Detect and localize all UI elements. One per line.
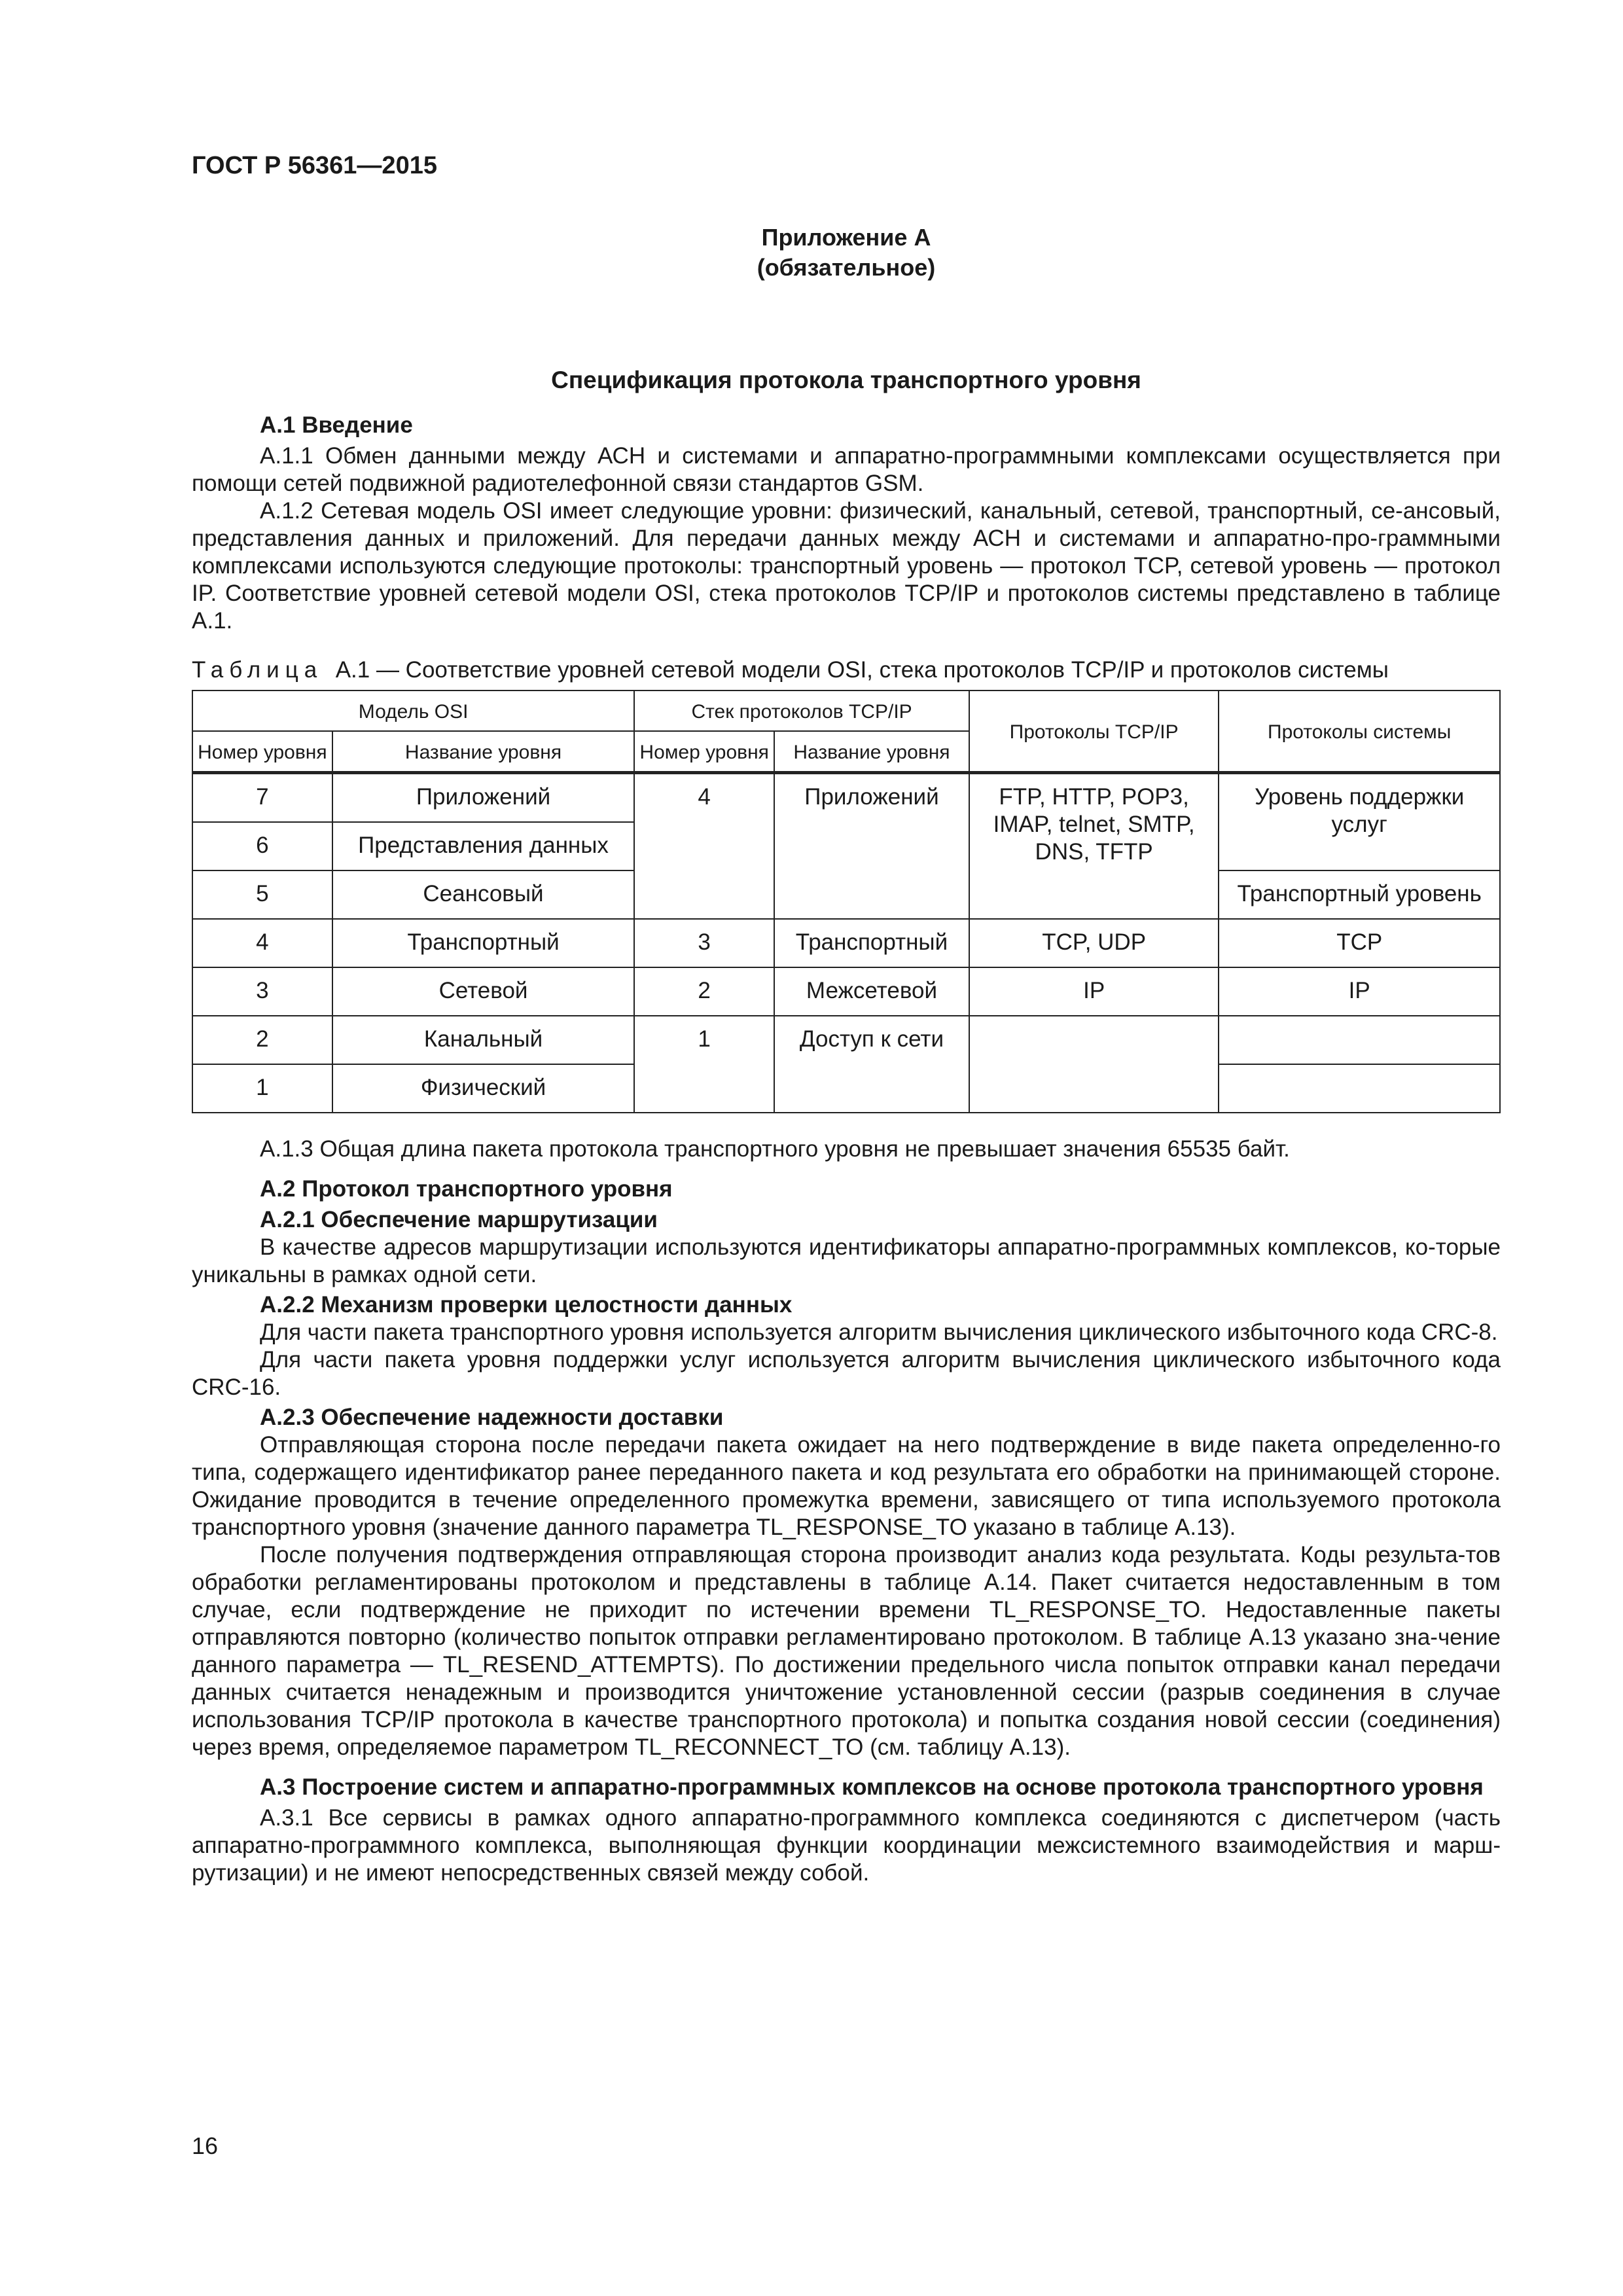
header-osi-model: Модель OSI <box>192 691 634 731</box>
table-row <box>192 967 1500 1016</box>
stack-level-number: 4 <box>634 773 774 920</box>
section-a3-heading: А.3 Построение систем и аппаратно-программных комплексов на основе протокола транспортного уровня <box>260 1774 1484 1800</box>
tcpip-protocols: FTP, HTTP, POP3, IMAP, telnet, SMTP, DNS, TFTP <box>969 773 1219 920</box>
table-caption <box>192 657 1501 683</box>
header-osi-level-number: Номер уровня <box>192 731 332 773</box>
system-protocol <box>1219 1064 1500 1113</box>
annex-heading <box>192 223 1501 283</box>
tcpip-protocols: IP <box>969 967 1219 1016</box>
osi-level-name: Транспортный <box>332 919 635 967</box>
stack-level-number: 2 <box>634 967 774 1016</box>
system-protocol: IP <box>1219 967 1500 1016</box>
osi-level-number: 3 <box>192 967 332 1016</box>
table-caption-label: Таблица <box>192 657 323 683</box>
stack-level-name: Межсетевой <box>774 967 969 1016</box>
section-a2-2-heading: А.2.2 Механизм проверки целостности данных <box>260 1292 793 1318</box>
paragraph-a2-1: В качестве адресов маршрутизации используются идентификаторы аппаратно-программных комплексов, ко-торые уникальны в рамках одной сети. <box>192 1234 1501 1287</box>
osi-level-name: Представления данных <box>332 822 635 870</box>
table-row <box>192 1016 1500 1064</box>
osi-level-name: Приложений <box>332 773 635 823</box>
osi-level-name: Физический <box>332 1064 635 1113</box>
tcpip-protocols: TCP, UDP <box>969 919 1219 967</box>
system-protocol <box>1219 1016 1500 1064</box>
osi-level-name: Канальный <box>332 1016 635 1064</box>
tcpip-protocols <box>969 1016 1219 1113</box>
table-row <box>192 773 1500 823</box>
paragraph-a2-2-a: Для части пакета транспортного уровня используется алгоритм вычисления циклического избыточного кода CRC-8. <box>260 1319 1498 1345</box>
system-protocol: TCP <box>1219 919 1500 967</box>
osi-level-number: 2 <box>192 1016 332 1064</box>
header-tcpip-stack: Стек протоколов TCP/IP <box>634 691 969 731</box>
osi-level-name: Сеансовый <box>332 870 635 919</box>
annex-status: (обязательное) <box>757 254 936 281</box>
document-body <box>192 367 1501 1887</box>
stack-level-name: Транспортный <box>774 919 969 967</box>
section-a2-heading: А.2 Протокол транспортного уровня <box>260 1176 673 1202</box>
osi-level-number: 1 <box>192 1064 332 1113</box>
system-protocol: Уровень поддержки услуг <box>1219 773 1500 871</box>
osi-level-number: 5 <box>192 870 332 919</box>
stack-level-name: Доступ к сети <box>774 1016 969 1113</box>
paragraph-a1-2: А.1.2 Сетевая модель OSI имеет следующие уровни: физический, канальный, сетевой, транспортный, се-ансовый, представления данных и приложений. Для передачи данных между АСН и системами и аппаратно-про-граммными комплексами используются следующие протоколы: транспортный уровень — протокол TCP, сетевой уровень — протокол IP. Соответствие уровней сетевой модели OSI, стека протоколов TCP/IP и протоколов системы представлено в таблице А.1. <box>192 498 1501 634</box>
header-tcpip-protocols: Протоколы TCP/IP <box>969 691 1219 773</box>
osi-table <box>192 690 1501 1113</box>
paragraph-a1-3: А.1.3 Общая длина пакета протокола транспортного уровня не превышает значения 65535 байт. <box>260 1136 1290 1162</box>
paragraph-a2-3-a: Отправляющая сторона после передачи пакета ожидает на него подтверждение в виде пакета определенно-го типа, содержащего идентификатор ранее переданного пакета и код результата его обработки на принимающей стороне. Ожидание проводится в течение определенного промежутка времени, зависящего от типа используемого протокола транспортного уровня (значение данного параметра TL_RESPONSE_TO указано в таблице А.13). <box>192 1432 1501 1540</box>
annex-title: Приложение А <box>761 224 931 251</box>
osi-level-number: 6 <box>192 822 332 870</box>
osi-level-name: Сетевой <box>332 967 635 1016</box>
osi-level-number: 7 <box>192 773 332 823</box>
section-a2-3-heading: А.2.3 Обеспечение надежности доставки <box>260 1405 724 1430</box>
system-protocol: Транспортный уровень <box>1219 870 1500 919</box>
osi-level-number: 4 <box>192 919 332 967</box>
header-osi-level-name: Название уровня <box>332 731 635 773</box>
section-a1-heading: А.1 Введение <box>260 412 413 438</box>
stack-level-name: Приложений <box>774 773 969 920</box>
standard-code: ГОСТ Р 56361—2015 <box>192 152 437 179</box>
paragraph-a3-1: А.3.1 Все сервисы в рамках одного аппаратно-программного комплекса соединяются с диспетчером (часть аппаратно-программного комплекса, выполняющая функции координации межсистемного взаимодействия и марш-рутизации) и не имеют непосредственных связей между собой. <box>192 1805 1501 1886</box>
section-a2-1-heading: А.2.1 Обеспечение маршрутизации <box>260 1207 658 1232</box>
page-number: 16 <box>192 2132 219 2159</box>
paragraph-a2-3-b: После получения подтверждения отправляющая сторона производит анализ кода результата. Коды результа-тов обработки регламентированы протоколом и представлены в таблице А.14. Пакет считается недоставленным в том случае, если подтверждение не приходит по истечении времени TL_RESPONSE_TO. Недоставленные пакеты отправляются повторно (количество попыток отправки регламентировано протоколом. В таблице А.13 указано зна-чение данного параметра — TL_RESEND_ATTEMPTS). По достижении предельного числа попыток отправки канал передачи данных считается ненадежным и производится уничтожение установленной сессии (разрыв соединения в случае использования TCP/IP протокола в качестве транспортного протокола) и попытка создания новой сессии (соединения) через время, определяемое параметром TL_RECONNECT_TO (см. таблицу А.13). <box>192 1542 1501 1760</box>
paragraph-a1-1: А.1.1 Обмен данными между АСН и системами и аппаратно-программными комплексами осуществляется при помощи сетей подвижной радиотелефонной связи стандартов GSM. <box>192 443 1501 496</box>
paragraph-a2-2-b: Для части пакета уровня поддержки услуг используется алгоритм вычисления циклического избыточного кода CRC-16. <box>192 1347 1501 1400</box>
stack-level-number: 1 <box>634 1016 774 1113</box>
stack-level-number: 3 <box>634 919 774 967</box>
header-stack-level-number: Номер уровня <box>634 731 774 773</box>
table-caption-text: А.1 — Соответствие уровней сетевой модели OSI, стека протоколов TCP/IP и протоколов системы <box>335 657 1389 683</box>
table-row <box>192 919 1500 967</box>
header-system-protocols: Протоколы системы <box>1219 691 1500 773</box>
document-title: Спецификация протокола транспортного уровня <box>551 367 1141 393</box>
header-stack-level-name: Название уровня <box>774 731 969 773</box>
